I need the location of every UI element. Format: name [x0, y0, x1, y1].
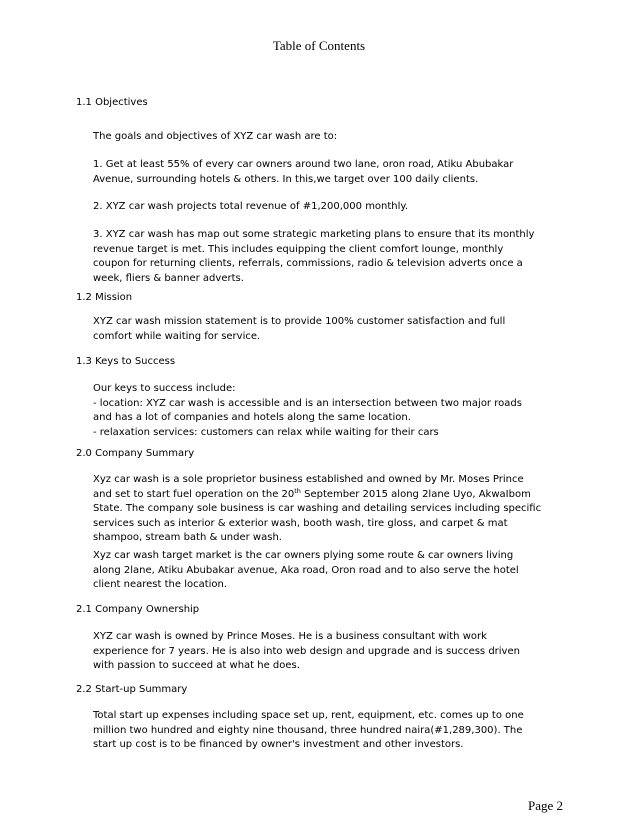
paragraph-line: client nearest the location. [93, 579, 228, 590]
paragraph-line: Total start up expenses including space set up, rent, equipment, etc. comes up to one [93, 710, 524, 721]
section-heading-company-summary: 2.0 Company Summary [76, 448, 195, 459]
paragraph-line: XYZ car wash is owned by Prince Moses. He is a business consultant with work [93, 631, 487, 642]
ordinal-suffix: th [294, 486, 301, 495]
paragraph-line: comfort while waiting for service. [93, 330, 261, 342]
paragraph-line: - relaxation services: customers can relax while waiting for their cars [93, 426, 439, 438]
startup-paragraph [93, 709, 563, 753]
page-title: Table of Contents [272, 38, 366, 53]
paragraph-line: services such as interior & exterior wash, booth wash, tire gloss, and carpet & mat [93, 517, 508, 529]
paragraph-line: shampoo, stream bath & under wash. [93, 532, 282, 543]
paragraph-line: week, fliers & banner adverts. [93, 272, 244, 284]
objective-1 [93, 158, 563, 187]
paragraph-line: State. The company sole business is car washing and detailing services including specific [93, 503, 542, 514]
paragraph-line [93, 488, 563, 503]
section-heading-keys-to-success: 1.3 Keys to Success [76, 356, 176, 367]
paragraph-line: 3. XYZ car wash has map out some strategic marketing plans to ensure that its monthly [93, 229, 535, 240]
paragraph-line: revenue target is met. This includes equipping the client comfort lounge, monthly [93, 243, 504, 255]
paragraph-line: coupon for returning clients, referrals, commissions, radio & television adverts once a [93, 258, 523, 269]
objective-3 [93, 228, 563, 286]
ownership-paragraph [93, 630, 563, 674]
company-summary-paragraph-2 [93, 549, 563, 593]
paragraph-line: experience for 7 years. He is also into web design and upgrade and is success driven [93, 645, 520, 657]
objective-2 [93, 200, 563, 215]
section-heading-startup-summary: 2.2 Start-up Summary [76, 684, 188, 695]
paragraph-line: start up cost is to be financed by owner's investment and other investors. [93, 739, 464, 750]
paragraph-line: Our keys to success include: [93, 383, 236, 394]
paragraph-line: and has a lot of companies and hotels along the same location. [93, 412, 411, 423]
paragraph-line: Avenue, surrounding hotels & others. In this,we target over 100 daily clients. [93, 173, 479, 185]
objectives-intro [93, 130, 563, 145]
paragraph-line: Xyz car wash is a sole proprietor business established and owned by Mr. Moses Prince [93, 474, 524, 485]
paragraph-line: - location: XYZ car wash is accessible and is an intersection between two major roads [93, 397, 522, 409]
section-heading-company-ownership: 2.1 Company Ownership [76, 604, 200, 615]
paragraph-line: with passion to succeed at what he does. [93, 660, 300, 671]
section-heading-objectives: 1.1 Objectives [76, 97, 148, 108]
paragraph-line: along 2lane, Atiku Abubakar avenue, Aka road, Oron road and to also serve the hotel [93, 564, 519, 576]
paragraph-line: The goals and objectives of XYZ car wash are to: [93, 131, 338, 142]
company-summary-paragraph-1 [93, 473, 563, 546]
paragraph-line: Xyz car wash target market is the car owners plying some route & car owners living [93, 550, 514, 561]
paragraph-text: and set to start fuel operation on the 20 [93, 488, 295, 500]
paragraph-text: September 2015 along 2lane Uyo, AkwaIbom [300, 488, 531, 500]
paragraph-line: million two hundred and eighty nine thousand, three hundred naira(#1,289,300). The [93, 724, 523, 736]
page-number: Page 2 [527, 798, 563, 813]
keys-paragraph [93, 382, 563, 440]
mission-paragraph [93, 315, 563, 344]
section-heading-mission: 1.2 Mission [76, 292, 133, 303]
paragraph-line: XYZ car wash mission statement is to provide 100% customer satisfaction and full [93, 316, 506, 327]
paragraph-line: 2. XYZ car wash projects total revenue of #1,200,000 monthly. [93, 201, 409, 212]
paragraph-line: 1. Get at least 55% of every car owners around two lane, oron road, Atiku Abubakar [93, 159, 514, 170]
